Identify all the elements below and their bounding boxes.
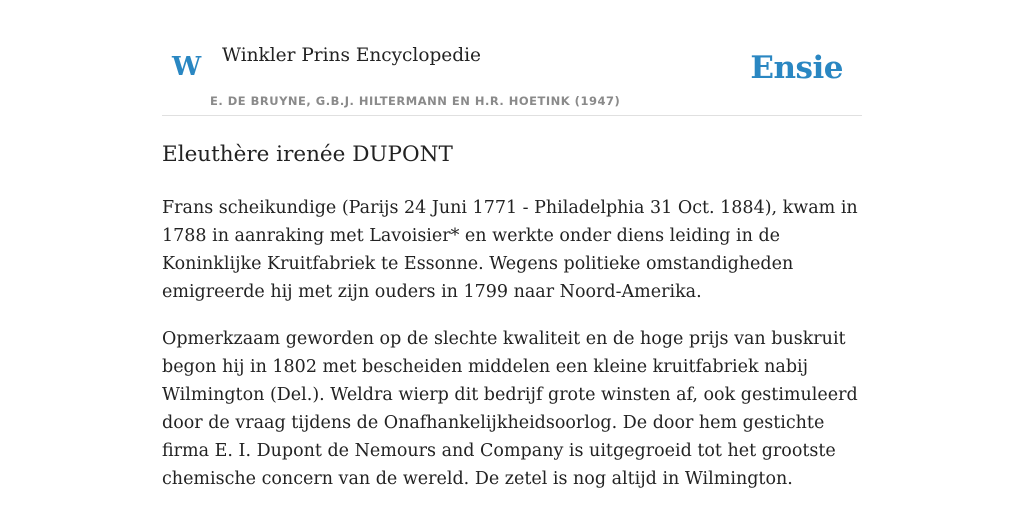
article-paragraph: Frans scheikundige (Parijs 24 Juni 1771 - Philadelphia 31 Oct. 1884), kwam in 1788 in aanraking met Lavoisier* en werkte onder diens leiding in de Koninklijke Kruitfabriek te Essonne. Wegens politieke omstandigheden emigreerde hij met zijn ouders in 1799 naar Noord-Amerika. xyxy=(162,198,858,302)
header xyxy=(162,0,862,116)
article-paragraph: Opmerkzaam geworden op de slechte kwaliteit en de hoge prijs van buskruit begon hij in 1802 met bescheiden middelen een kleine kruitfabriek nabij Wilmington (Del.). Weldra wierp dit bedrijf grote winsten af, ook gestimuleerd door de vraag tijdens de Onafhankelijkheidsoorlog. De door hem gestichte firma E. I. Dupont de Nemours and Company is uitgegroeid tot het grootste chemische concern van de wereld. De zetel is nog altijd in Wilmington. xyxy=(162,329,858,489)
logo-w-icon[interactable]: W xyxy=(172,52,202,82)
article-title: Eleuthère irenée DUPONT xyxy=(162,142,453,167)
publication-authors: E. DE BRUYNE, G.B.J. HILTERMANN EN H.R. HOETINK (1947) xyxy=(210,94,621,108)
ensie-logo[interactable]: Ensie xyxy=(750,50,843,86)
article xyxy=(162,138,867,512)
publication-title[interactable]: Winkler Prins Encyclopedie xyxy=(222,45,481,66)
